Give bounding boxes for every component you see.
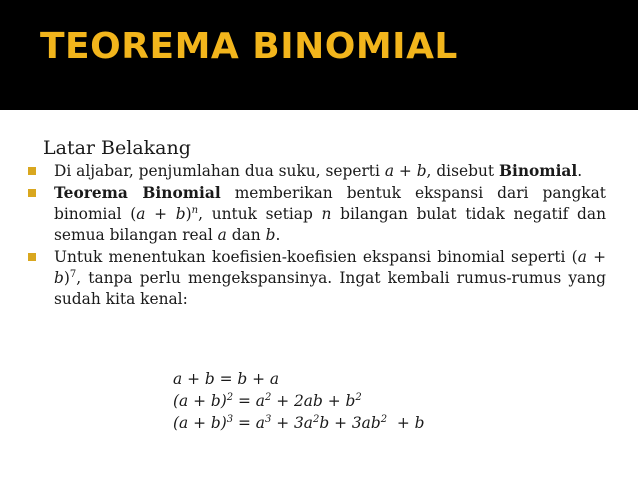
bullet-item-binomial-definition [24,161,606,182]
math-var: a [384,162,394,180]
math-var: a [217,226,227,244]
formula-text: + 3a [271,414,313,432]
math-var: b [54,269,64,287]
math-var: a [136,205,146,223]
formula-text: (a + b) [173,392,227,410]
math-exponent: 2 [380,413,388,425]
formula-text: a + b = b + a [173,370,280,388]
square-bullet-icon [28,189,36,197]
slide-subtitle: Latar Belakang [43,137,191,159]
bold-term: Binomial [498,162,578,180]
slide-title: TEOREMA BINOMIAL [40,26,458,67]
formula-text: = a [233,392,265,410]
math-var: b [416,162,427,180]
bullet-text: . [275,226,281,244]
formula-text: + 2ab + b [271,392,356,410]
bullet-text: ) [185,205,192,223]
bullet-text: bilangan bulat tidak negatif dan semua bilangan real [54,205,606,244]
math-var: b [265,226,276,244]
bold-term: Teorema Binomial [54,184,221,202]
bullet-text: memberikan bentuk ekspansi dari pangkat binomial ( [54,184,606,223]
bullet-text: ) [63,269,70,287]
bullet-text: + [394,162,417,180]
square-bullet-icon [28,253,36,261]
math-exponent: 2 [312,413,320,425]
bullet-list [24,161,606,311]
bullet-text: . [577,162,583,180]
bullet-item-binomial-theorem [24,183,606,246]
title-band [0,0,638,110]
bullet-text: Di aljabar, penjumlahan dua suku, seperti [54,162,385,180]
formula-text: (a + b) [173,414,227,432]
math-exponent: 3 [264,413,272,425]
math-var: a [577,248,587,266]
formula-line-2 [173,390,425,412]
math-var: b [175,205,186,223]
bullet-text: , disebut [426,162,499,180]
formula-block [173,368,425,434]
formula-line-1 [173,368,425,390]
formula-text: = a [233,414,265,432]
math-exponent: 2 [264,391,272,403]
bullet-text: , untuk setiap [198,205,322,223]
math-exponent: n [191,204,199,216]
bullet-text: , tanpa perlu mengekspansinya. Ingat kembali rumus-rumus yang sudah kita kenal: [54,269,606,308]
bullet-text: dan [226,226,266,244]
bullet-text: + [586,248,606,266]
square-bullet-icon [28,167,36,175]
formula-text: b + 3ab [319,414,381,432]
math-exponent: 3 [226,413,234,425]
math-exponent: 2 [226,391,234,403]
math-var: n [321,205,332,223]
bullet-text: + [145,205,176,223]
bullet-item-coefficients [24,247,606,310]
formula-line-3 [173,412,425,434]
math-exponent: 7 [69,268,77,280]
bullet-text: Untuk menentukan koefisien-koefisien ekspansi binomial seperti ( [54,248,578,266]
math-exponent: 2 [355,391,362,403]
formula-text: + b [387,414,425,432]
